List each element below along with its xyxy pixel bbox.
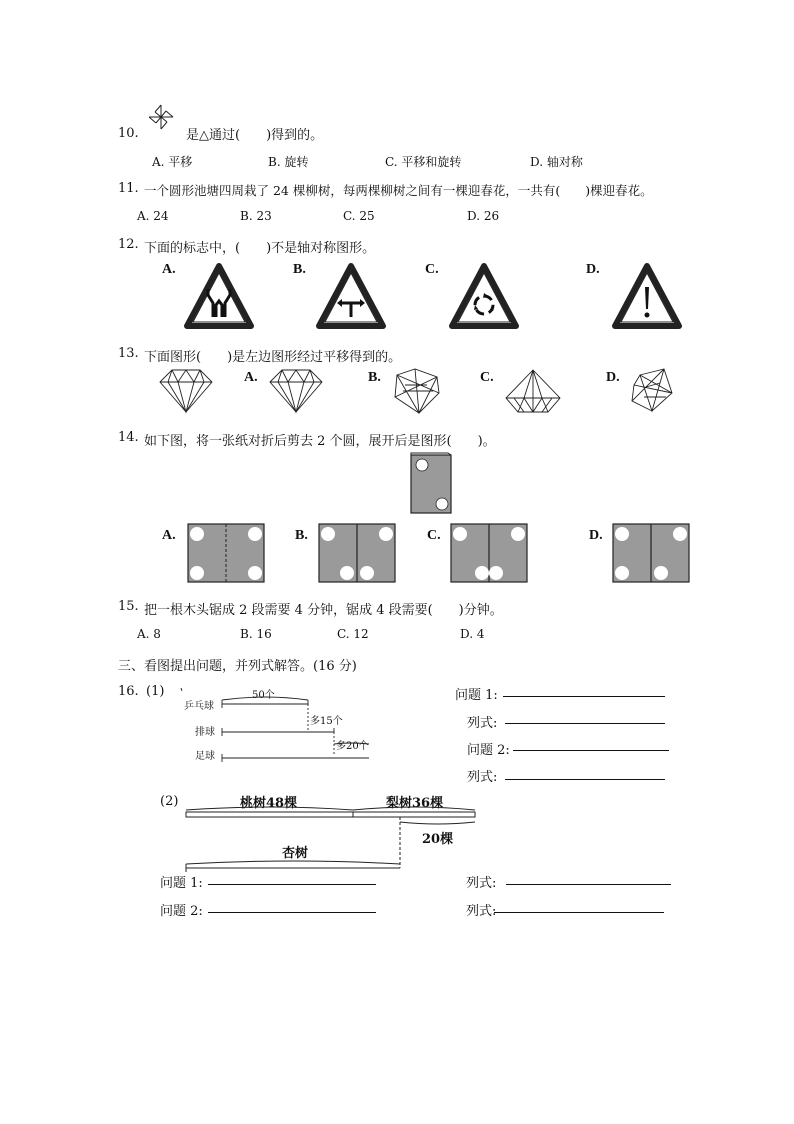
q16-part1-question1-field[interactable] bbox=[503, 696, 665, 697]
q14-label-c[interactable]: C. bbox=[427, 528, 441, 543]
segment-diagram-balls bbox=[176, 686, 376, 766]
apricot-tree-label: 杏树 bbox=[282, 846, 309, 861]
q15-text: 把一根木头锯成 2 段需要 4 分钟，锯成 4 段需要( )分钟。 bbox=[144, 603, 503, 618]
sign-warning-exclamation-icon[interactable] bbox=[612, 263, 682, 329]
q16-part2-formula1-field[interactable] bbox=[506, 884, 671, 885]
row-label-football: 足球 bbox=[195, 751, 215, 762]
q15-option-a[interactable]: A. 8 bbox=[137, 627, 161, 641]
q10-option-b[interactable]: B. 旋转 bbox=[268, 155, 309, 169]
q13-label-c[interactable]: C. bbox=[480, 370, 494, 385]
unfolded-paper-option-a[interactable] bbox=[187, 523, 265, 583]
q11-option-b[interactable]: B. 23 bbox=[240, 209, 272, 223]
folded-paper-icon bbox=[410, 452, 454, 514]
q13-label-b[interactable]: B. bbox=[368, 370, 381, 385]
pingpong-value-label: 50个 bbox=[252, 690, 275, 701]
q10-option-a[interactable]: A. 平移 bbox=[152, 155, 193, 169]
volleyball-diff-label: 多15个 bbox=[310, 716, 343, 727]
q14-label-b[interactable]: B. bbox=[295, 528, 308, 543]
q16-part1-formula1-field[interactable] bbox=[505, 723, 665, 724]
q13-label-a[interactable]: A. bbox=[244, 370, 258, 385]
q16-part1-label: (1) bbox=[146, 684, 165, 699]
diamond-original-icon bbox=[158, 368, 214, 414]
diamond-option-d-icon[interactable] bbox=[630, 367, 674, 413]
row-label-pingpong: 乒乓球 bbox=[184, 701, 214, 712]
unfolded-paper-option-b[interactable] bbox=[318, 523, 396, 583]
diamond-option-a-icon[interactable] bbox=[268, 368, 324, 414]
q16-part2-formula1-label: 列式: bbox=[466, 876, 497, 891]
q15-option-d[interactable]: D. 4 bbox=[460, 627, 485, 641]
q11-option-c[interactable]: C. 25 bbox=[343, 209, 375, 223]
q11-option-d[interactable]: D. 26 bbox=[467, 209, 500, 223]
unfolded-paper-option-c[interactable] bbox=[450, 523, 528, 583]
q15-number: 15. bbox=[118, 599, 139, 614]
q11-text: 一个圆形池塘四周栽了 24 棵柳树，每两棵柳树之间有一棵迎春花，一共有( )棵迎春花。 bbox=[144, 183, 653, 198]
q15-option-b[interactable]: B. 16 bbox=[240, 627, 272, 641]
q16-part1-question2-label: 问题 2: bbox=[467, 743, 510, 758]
q16-part2-question2-field[interactable] bbox=[208, 912, 376, 913]
q12-label-b[interactable]: B. bbox=[293, 262, 306, 277]
q14-text: 如下图，将一张纸对折后剪去 2 个圆，展开后是图形( )。 bbox=[144, 434, 496, 449]
q12-label-a[interactable]: A. bbox=[162, 262, 176, 277]
q16-part1-formula1-label: 列式: bbox=[467, 716, 498, 731]
q13-text: 下面图形( )是左边图形经过平移得到的。 bbox=[144, 350, 402, 365]
difference-label: 20棵 bbox=[422, 832, 454, 847]
q16-part1-question1-label: 问题 1: bbox=[455, 688, 498, 703]
q16-part2-label: (2) bbox=[160, 794, 179, 809]
q13-number: 13. bbox=[118, 346, 139, 361]
q13-label-d[interactable]: D. bbox=[606, 370, 620, 385]
q16-part2-question2-label: 问题 2: bbox=[160, 904, 203, 919]
row-label-volleyball: 排球 bbox=[195, 727, 215, 738]
segment-diagram-trees bbox=[182, 806, 482, 886]
q12-label-c[interactable]: C. bbox=[425, 262, 439, 277]
q10-text: 是△通过( )得到的。 bbox=[186, 128, 324, 143]
sign-road-merge-icon[interactable] bbox=[184, 263, 254, 329]
q10-number: 10. bbox=[118, 126, 139, 141]
pinwheel-icon bbox=[148, 104, 174, 130]
q14-number: 14. bbox=[118, 430, 139, 445]
q16-part2-question1-label: 问题 1: bbox=[160, 876, 203, 891]
q11-option-a[interactable]: A. 24 bbox=[137, 209, 169, 223]
peach-tree-label: 桃树48棵 bbox=[240, 796, 298, 811]
q16-part1-question2-field[interactable] bbox=[513, 750, 669, 751]
q16-number: 16. bbox=[118, 684, 139, 699]
q16-part1-formula2-field[interactable] bbox=[505, 779, 665, 780]
diamond-option-c-icon[interactable] bbox=[504, 368, 562, 416]
section-three-title: 三、看图提出问题，并列式解答。(16 分) bbox=[118, 659, 357, 674]
q12-text: 下面的标志中，( )不是轴对称图形。 bbox=[144, 241, 376, 256]
q16-part2-formula2-label: 列式: bbox=[466, 904, 497, 919]
q10-option-c[interactable]: C. 平移和旋转 bbox=[385, 155, 462, 169]
q16-part2-question1-field[interactable] bbox=[208, 884, 376, 885]
q16-part1-formula2-label: 列式: bbox=[467, 770, 498, 785]
q12-label-d[interactable]: D. bbox=[586, 262, 600, 277]
pear-tree-label: 梨树36棵 bbox=[386, 796, 444, 811]
q12-number: 12. bbox=[118, 237, 139, 252]
q10-option-d[interactable]: D. 轴对称 bbox=[530, 155, 583, 169]
sign-roundabout-icon[interactable] bbox=[449, 263, 519, 329]
q14-label-d[interactable]: D. bbox=[589, 528, 603, 543]
q14-label-a[interactable]: A. bbox=[162, 528, 176, 543]
q16-part2-formula2-field[interactable] bbox=[494, 912, 664, 913]
q11-number: 11. bbox=[118, 181, 139, 196]
sign-turn-left-right-icon[interactable] bbox=[316, 263, 386, 329]
q15-option-c[interactable]: C. 12 bbox=[337, 627, 369, 641]
diamond-option-b-icon[interactable] bbox=[393, 367, 443, 415]
unfolded-paper-option-d[interactable] bbox=[612, 523, 690, 583]
football-diff-label: 多20个 bbox=[336, 741, 369, 752]
